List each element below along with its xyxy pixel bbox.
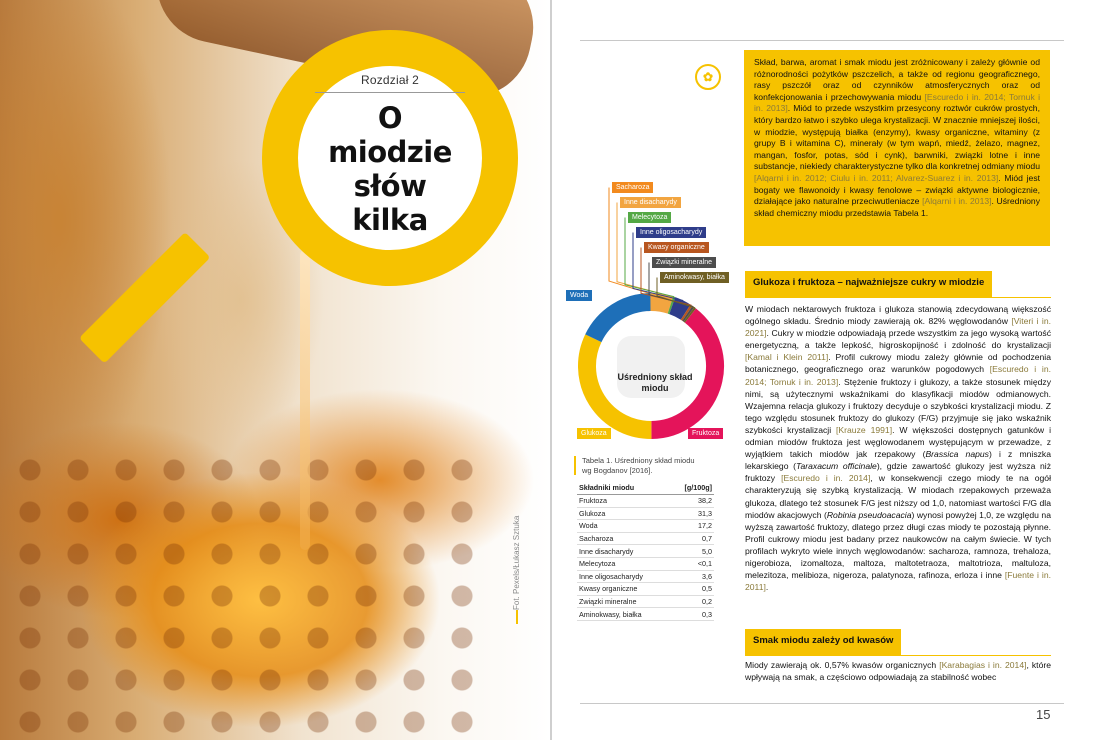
body-text-acids xyxy=(745,659,1051,683)
magnifier-icon xyxy=(262,30,518,286)
donut-slice-inne-disacharydy xyxy=(650,302,670,305)
section-rule xyxy=(745,655,1051,656)
citation: [Escuredo i in. 2014; Tornuk i in. 2013] xyxy=(745,364,1051,387)
citation: [Viteri i in. 2021] xyxy=(745,316,1052,339)
table-cell-value: 38,2 xyxy=(671,495,714,508)
text-run: . Cukry w miodzie odpowiadają przede wszystkim za jego wysoką wartość energetyczną, a także lepkość, higroskopijność i zdolność do krystalizacji xyxy=(745,328,1051,351)
chapter-label: Rozdział 2 xyxy=(360,73,420,87)
chapter-title-text: O miodzie słów kilka xyxy=(328,101,452,237)
text-run: , w konsekwencji czego miody te na ogół charakteryzują się szybką krystalizacją. W miodach rzepakowych przeważa glukoza, dlatego też stosunek F/G jest niższy od 1,0, natomiast wartości F/G dla miodów akacjowych ( xyxy=(745,473,1051,520)
table-cell-value: 0,2 xyxy=(671,595,714,608)
text-run: ), gdzie zawartość glukozy jest wyższa niż fruktozy xyxy=(745,461,1052,484)
table-row xyxy=(577,507,714,520)
citation: [Alqarni i in. 2013] xyxy=(922,196,992,207)
magnifier-handle xyxy=(79,232,211,364)
section-heading-acids: Smak miodu zależy od kwasów xyxy=(745,629,901,655)
section-rule xyxy=(745,297,1051,298)
citation: [Fuente i in. 2011] xyxy=(745,570,1051,593)
citation: [Krauze 1991] xyxy=(836,424,893,435)
text-run: . xyxy=(765,582,769,593)
credit-marker xyxy=(516,610,518,624)
legend-tag: Glukoza xyxy=(577,428,611,439)
text-run: ) i z mniszka lekarskiego ( xyxy=(745,449,1051,472)
chapter-title xyxy=(315,101,465,237)
table-cell-value: 17,2 xyxy=(671,520,714,533)
table-caption: Tabela 1. Uśredniony skład miodu wg Bogdanov [2016]. xyxy=(574,456,704,475)
legend-tag: Sacharoza xyxy=(612,182,653,193)
photo-credit: Fot. Pexels/Łukasz Sztuka xyxy=(512,515,521,610)
honeycomb-texture xyxy=(0,440,480,740)
chapter-divider xyxy=(315,92,465,93)
table-cell-value: 3,6 xyxy=(671,570,714,583)
table-header-unit: [g/100g] xyxy=(671,481,714,495)
legend-tag: Kwasy organiczne xyxy=(644,242,709,253)
legend-tag: Aminokwasy, białka xyxy=(660,272,729,283)
table-cell-component: Woda xyxy=(577,520,671,533)
legend-tag: Melecytoza xyxy=(628,212,671,223)
table-cell-component: Aminokwasy, białka xyxy=(577,608,671,621)
text-run: , które wpływają na smak, a częściowo odpowiadają za stabilność wobec xyxy=(745,660,1051,683)
text-run: Skład, barwa, aromat i smak miodu jest zróżnicowany i zależy głównie od różnorodności pożytków pszczelich, a także od regionu geograficznego, rasy pszczół oraz od czynników atmosferycznych oraz od konfekcjonowania i przechowywania miodu xyxy=(754,57,1040,102)
legend-tag: Związki mineralne xyxy=(652,257,716,268)
table-cell-component: Fruktoza xyxy=(577,495,671,508)
table-row xyxy=(577,583,714,596)
table-row xyxy=(577,545,714,558)
table-cell-component: Sacharoza xyxy=(577,532,671,545)
citation: [Kamal i Klein 2011] xyxy=(745,352,829,363)
table-cell-component: Melecytoza xyxy=(577,557,671,570)
table-header-component: Składniki miodu xyxy=(577,481,671,495)
intro-text xyxy=(754,57,1040,218)
table-row xyxy=(577,595,714,608)
text-run: Miody zawierają ok. 0,57% kwasów organicznych xyxy=(745,660,940,670)
table-cell-component: Kwasy organiczne xyxy=(577,583,671,596)
table-row xyxy=(577,532,714,545)
table-cell-value: 0,5 xyxy=(671,583,714,596)
citation: [Escuredo i in. 2014] xyxy=(781,473,871,484)
table-cell-value: 0,7 xyxy=(671,532,714,545)
citation: [Alqarni i in. 2012; Ciulu i in. 2011; Alvarez-Suarez i in. 2013] xyxy=(754,172,999,183)
table-cell-value: 31,3 xyxy=(671,507,714,520)
table-cell-value: 0,3 xyxy=(671,608,714,621)
legend-tag: Inne disacharydy xyxy=(620,197,681,208)
donut-slice-woda xyxy=(593,302,650,338)
page-number: 15 xyxy=(1036,707,1051,722)
donut-slice-kwasy-organiczne xyxy=(686,312,688,313)
citation: [Escuredo i in. 2014; Tornuk i in. 2013] xyxy=(754,91,1040,114)
latin-name: Robinia pseudoacacia xyxy=(826,509,912,520)
text-run: . Profil cukrowy miodu zależy głównie od pochodzenia botanicznego, geograficznego oraz warunków pogodowych xyxy=(745,352,1051,375)
legend-tag: Fruktoza xyxy=(688,428,723,439)
table-cell-component: Inne oligosacharydy xyxy=(577,570,671,583)
text-run: . Miód jest bogaty we flawonoidy i kwasy fenolowe – związki aktywne biologicznie, działające jako naturalne przeciwutleniacze xyxy=(754,172,1041,207)
table-row xyxy=(577,495,714,508)
donut-slice-melecytoza xyxy=(670,305,672,306)
citation: [Karabagias i in. 2014] xyxy=(939,660,1027,670)
donut-slice-inne-oligosacharydy xyxy=(672,306,685,313)
text-run: . Stężenie fruktozy i glukozy, a także stosunek między nimi, są użytecznymi wskaźnikami do klasyfikacji miodów odmianowych. Wzajemna relacja glukozy i fruktozy decyduje o szybkości krystalizacji miodu. Z tego względu stosunek fruktozy do glukozy (F/G) przyjmuje się jako wskaźnik szybkości krystalizacji xyxy=(745,376,1051,435)
section-heading-sugars: Glukoza i fruktoza – najważniejsze cukry w miodzie xyxy=(745,271,992,297)
intro-box xyxy=(744,50,1050,246)
legend-tag: Woda xyxy=(566,290,592,301)
donut-center-label: Uśredniony skład miodu xyxy=(617,372,693,393)
text-page xyxy=(552,0,1100,740)
latin-name: Taraxacum officinale xyxy=(796,461,877,472)
text-run: . Miód to przede wszystkim przesycony roztwór cukrów prostych, który bardzo łatwo i szybko ulega krystalizacji. W znacznie mniejszej ilości, w miodzie, występują białka (enzymy), kwasy organiczne, witaminy (z grupy B i witamina C), minerały (w tym wapń, miedź, żelazo, magnez, mangan, fosfor, potas, sód i cynk), barwniki, związki lotne i inne substancje, niekiedy charakterystyczne tylko dla konkretnej odmiany miodu xyxy=(754,103,1040,172)
honey-drip xyxy=(300,250,310,550)
table-header-row xyxy=(577,481,714,495)
table-cell-value: <0,1 xyxy=(671,557,714,570)
legend-tag: Inne oligosacharydy xyxy=(636,227,706,238)
donut-slice-aminokwasy-bia-ka xyxy=(689,314,691,315)
bee-jar-icon: ✿ xyxy=(695,64,721,90)
text-run: . W większości dostępnych gatunków i odmian miodów fruktoza jest węglowodanem występującym w przewadze, z wyjątkiem takich miodów jak rzepakowy ( xyxy=(745,424,1051,460)
table-cell-component: Związki mineralne xyxy=(577,595,671,608)
bottom-rule xyxy=(580,703,1064,704)
table-row xyxy=(577,608,714,621)
text-run: . Uśredniony skład chemiczny miodu przedstawia Tabela 1. xyxy=(754,196,1040,218)
table-cell-component: Inne disacharydy xyxy=(577,545,671,558)
table-cell-component: Glukoza xyxy=(577,507,671,520)
table-row xyxy=(577,570,714,583)
text-run: ) wynosi powyżej 1,0, ze względu na wyższą zawartość fruktozy, dlatego przez długi czas miody te pozostają płynne. Profil cukrowy miodu jest badany przez naukowców na całym świecie. W tych profilach wykryto wiele innych węglowodanów: sacharoza, ramnoza, trehaloza, nigerobioza, izomaltoza, maltoza, maltotetraoza, maltotrioza, maltuloza, melezitoza, melibioza, nigeroza, palatynoza, rafinoza, erloza i inne xyxy=(745,509,1051,581)
table-row xyxy=(577,557,714,570)
table-cell-value: 5,0 xyxy=(671,545,714,558)
latin-name: Brassica napus xyxy=(925,449,989,460)
donut-slice-zwi-zki-mineralne xyxy=(687,313,689,314)
table-row xyxy=(577,520,714,533)
body-text-sugars xyxy=(745,303,1051,593)
composition-table xyxy=(577,481,714,621)
text-run: W miodach nektarowych fruktoza i glukoza stanowią zdecydowaną większość ogólnego składu. Średnio miody zawierają ok. 82% węglowodanów xyxy=(745,304,1051,327)
